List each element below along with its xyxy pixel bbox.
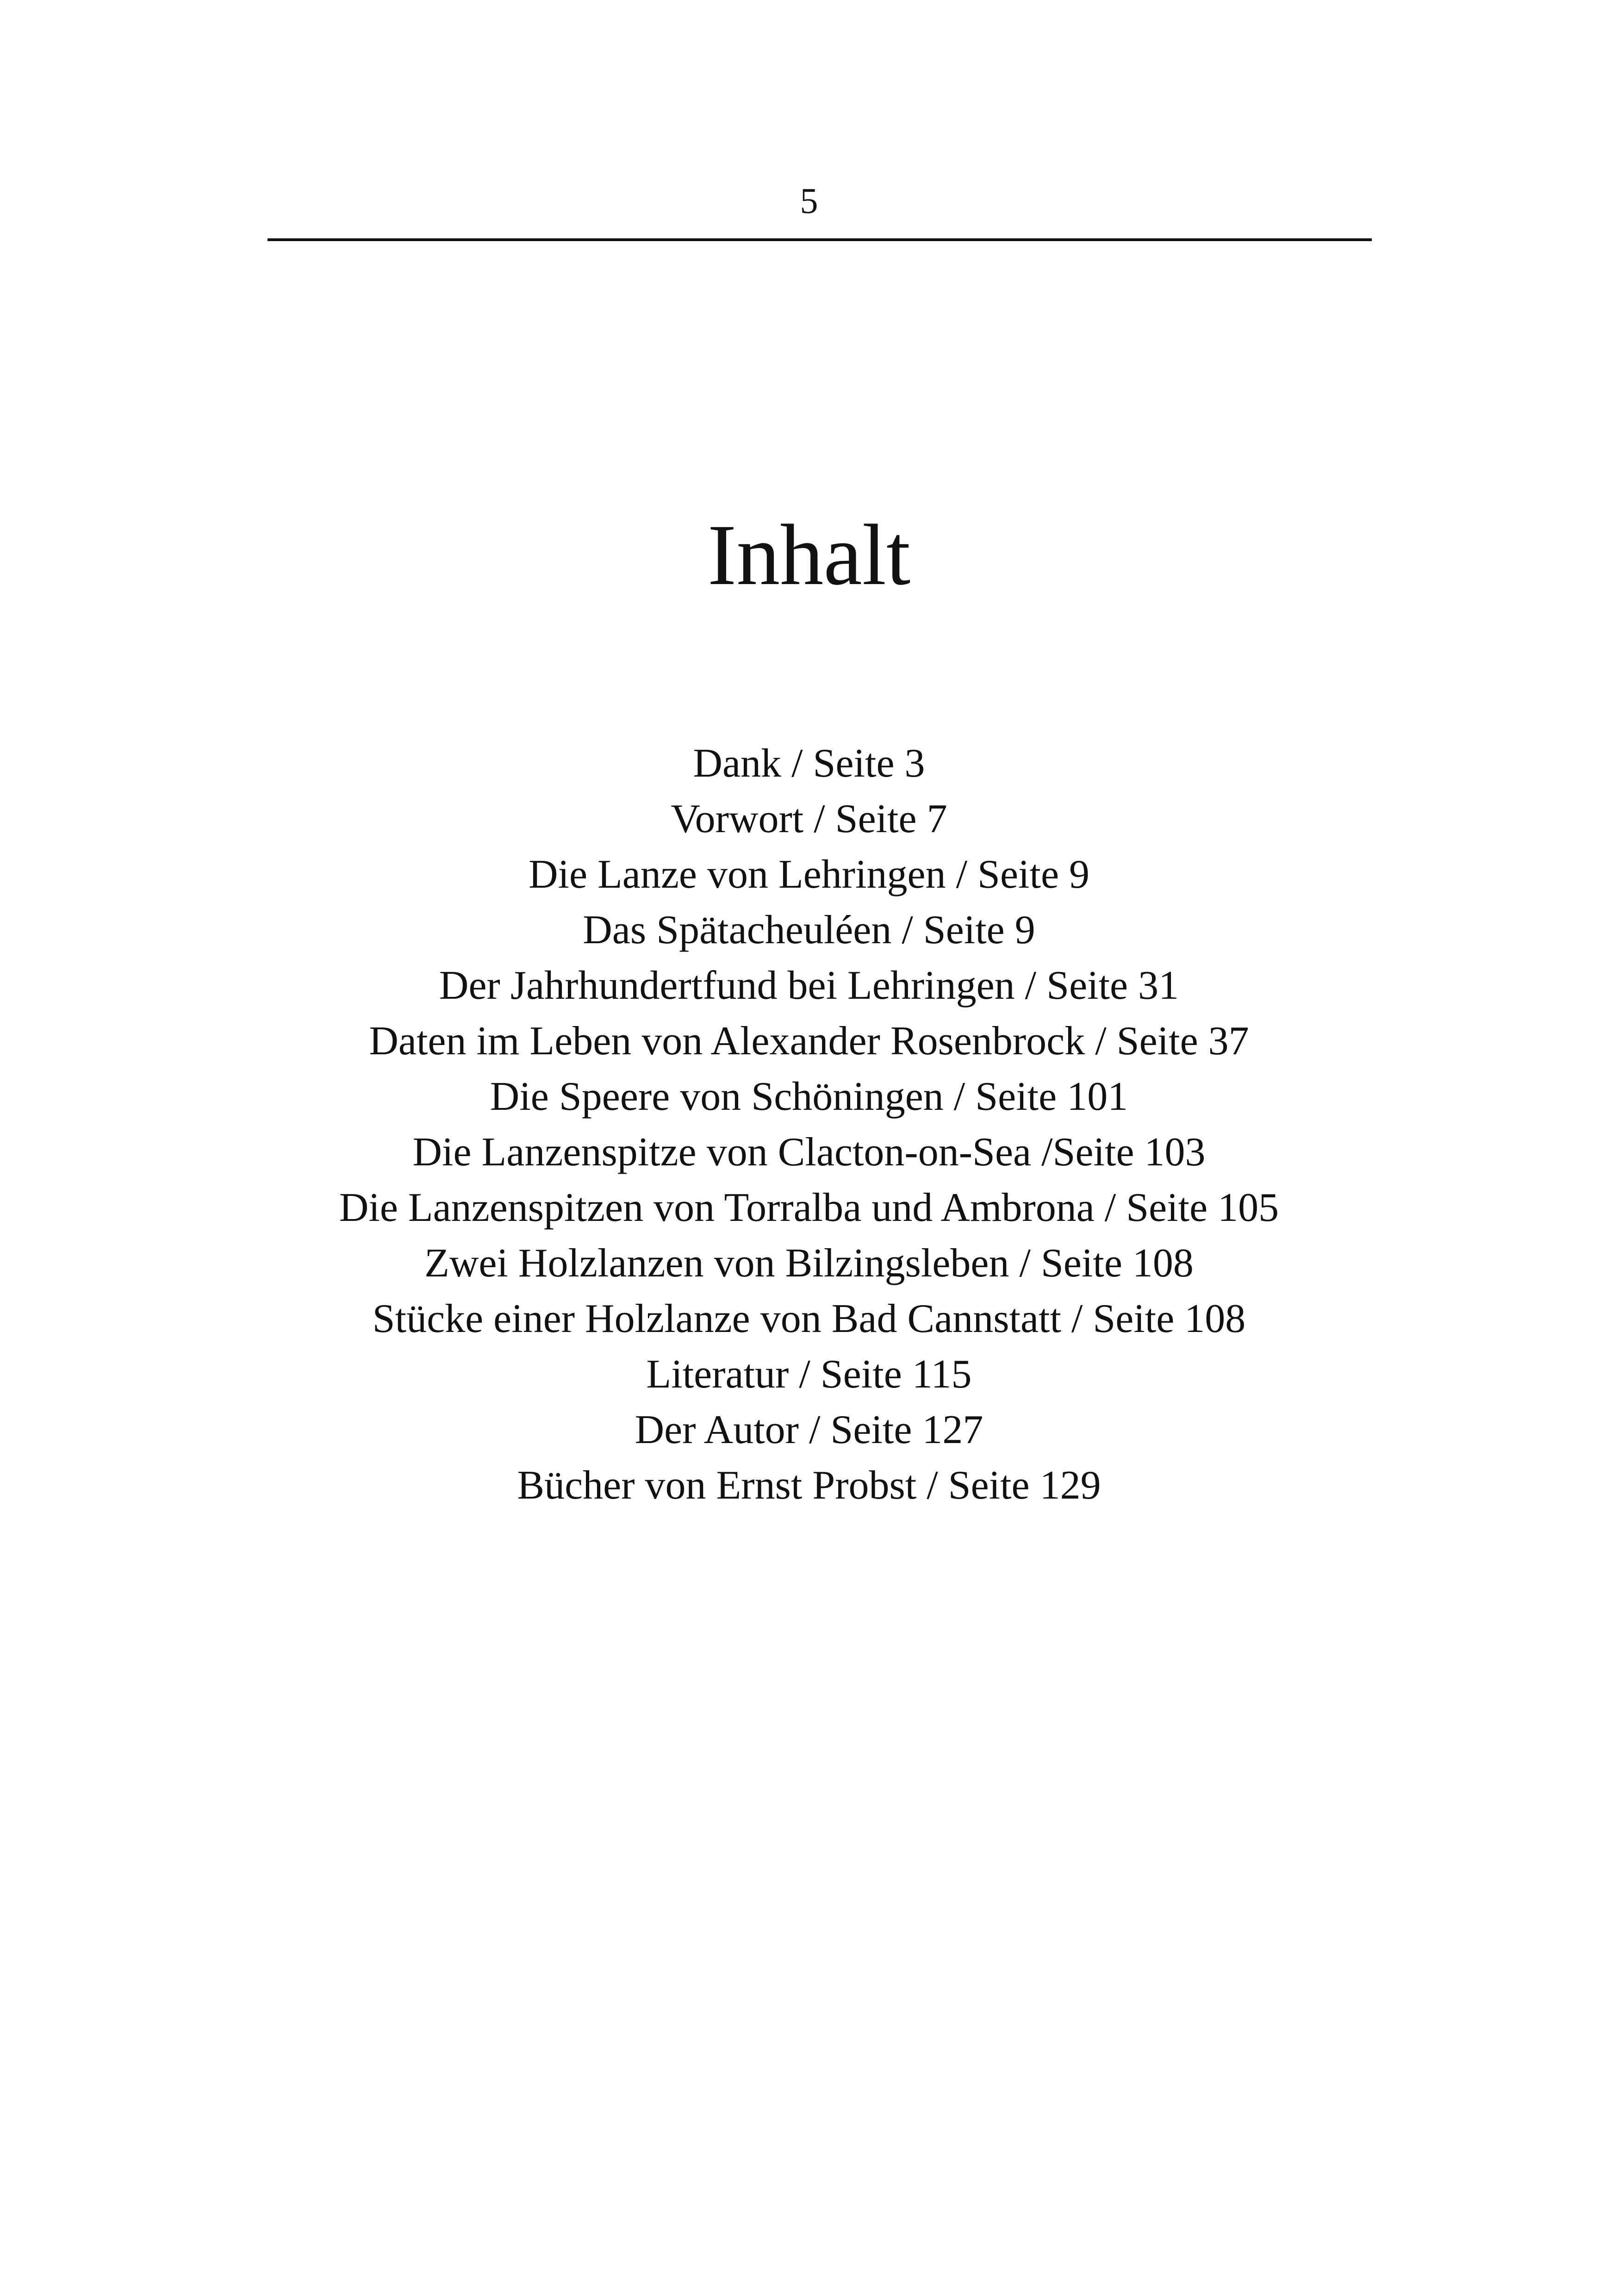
toc-entry-rosenbrock: Daten im Leben von Alexander Rosenbrock / Seite 37 [369,1019,1249,1064]
toc-entry-jahrhundertfund: Der Jahrhundertfund bei Lehringen / Seite 31 [439,963,1179,1008]
page-number: 5 [800,180,818,221]
toc-entry-bad-cannstatt: Stücke einer Holzlanze von Bad Cannstatt / Seite 108 [372,1296,1246,1341]
toc-entry-torralba-ambrona: Die Lanzenspitzen von Torralba und Ambrona / Seite 105 [339,1185,1279,1230]
toc-entry-lanze-lehringen: Die Lanze von Lehringen / Seite 9 [528,852,1090,897]
header-rule [268,238,1372,241]
table-of-contents [0,736,1618,1513]
toc-entry-bilzingsleben: Zwei Holzlanzen von Bilzingsleben / Seite 108 [424,1241,1194,1286]
toc-entry-autor: Der Autor / Seite 127 [635,1407,983,1452]
toc-entry-literatur: Literatur / Seite 115 [646,1352,972,1397]
toc-entry-buecher: Bücher von Ernst Probst / Seite 129 [517,1463,1101,1508]
toc-entry-dank: Dank / Seite 3 [693,741,925,786]
toc-entry-schoeningen: Die Speere von Schöningen / Seite 101 [490,1074,1128,1119]
page-title: Inhalt [707,506,911,603]
toc-entry-clacton: Die Lanzenspitze von Clacton-on-Sea /Seite 103 [412,1130,1206,1175]
toc-entry-spaetacheuleen: Das Spätacheuléen / Seite 9 [583,908,1035,952]
toc-entry-vorwort: Vorwort / Seite 7 [671,796,947,841]
